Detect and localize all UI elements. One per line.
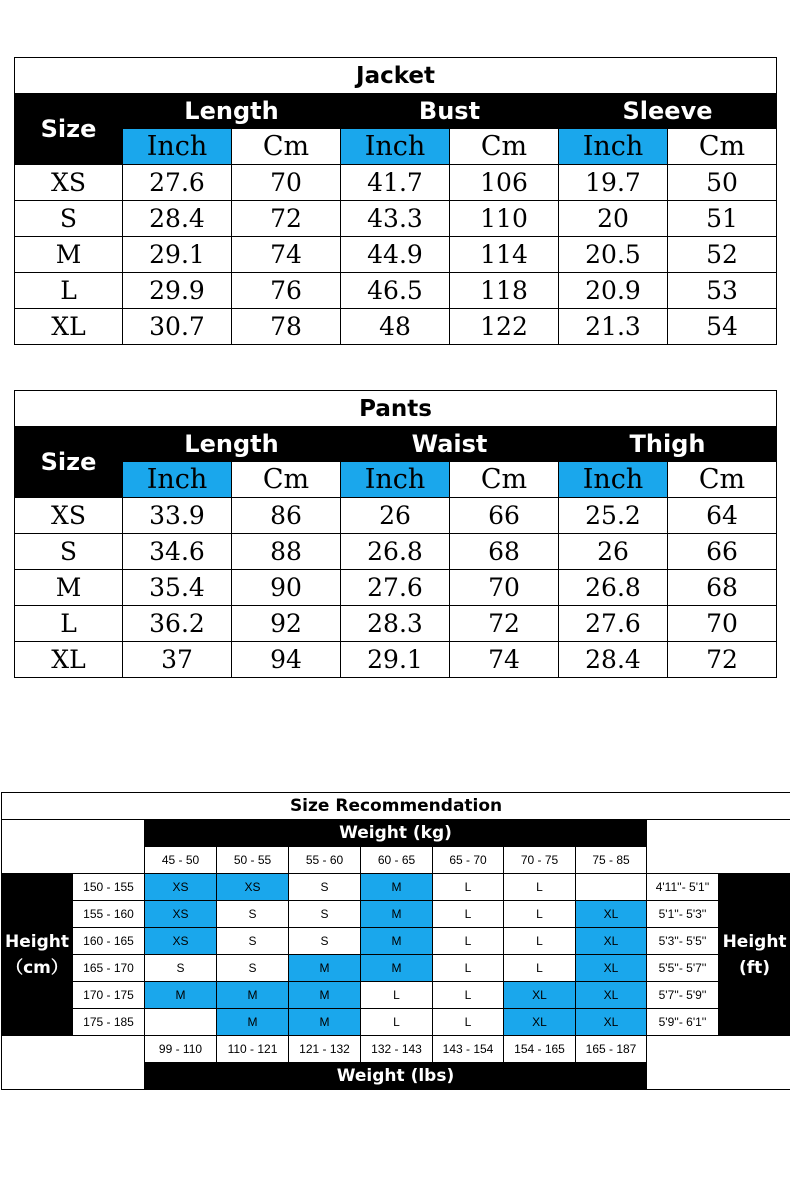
size-cell: XS — [145, 901, 217, 928]
value-cell: 28.4 — [559, 642, 668, 678]
blank-corner — [647, 820, 790, 874]
height-cm-cell: 165 - 170 — [73, 955, 145, 982]
pants-size-table — [14, 390, 777, 678]
value-cell: 33.9 — [123, 498, 232, 534]
table-row — [15, 606, 777, 642]
value-cell: 66 — [450, 498, 559, 534]
height-cm-cell: 175 - 185 — [73, 1009, 145, 1036]
table-row — [2, 901, 790, 928]
weight-kg-cell: 55 - 60 — [289, 847, 361, 874]
weight-lbs-cell: 132 - 143 — [361, 1036, 433, 1063]
size-cell: XL — [504, 982, 576, 1009]
table-row — [15, 273, 777, 309]
group-header-thigh: Thigh — [559, 427, 777, 462]
value-cell: 66 — [668, 534, 777, 570]
value-cell: 27.6 — [559, 606, 668, 642]
table-row — [15, 498, 777, 534]
size-cell: M — [15, 570, 123, 606]
size-cell: L — [433, 928, 504, 955]
weight-lbs-cell: 154 - 165 — [504, 1036, 576, 1063]
size-cell: L — [433, 874, 504, 901]
height-ft-cell: 5'5''- 5'7'' — [647, 955, 719, 982]
table-row — [2, 982, 790, 1009]
value-cell: 51 — [668, 201, 777, 237]
value-cell: 20.9 — [559, 273, 668, 309]
size-cell: S — [15, 534, 123, 570]
value-cell: 28.4 — [123, 201, 232, 237]
unit-cm: Cm — [668, 129, 777, 165]
value-cell: 68 — [668, 570, 777, 606]
size-cell: XS — [217, 874, 289, 901]
height-cm-label-line2: （cm） — [6, 957, 68, 978]
value-cell: 26.8 — [559, 570, 668, 606]
size-cell: L — [504, 928, 576, 955]
size-cell: L — [15, 606, 123, 642]
height-ft-cell: 4'11''- 5'1'' — [647, 874, 719, 901]
table-row — [2, 928, 790, 955]
size-cell: S — [289, 901, 361, 928]
size-cell: XL — [15, 309, 123, 345]
value-cell: 54 — [668, 309, 777, 345]
unit-cm: Cm — [450, 129, 559, 165]
value-cell: 29.1 — [123, 237, 232, 273]
weight-kg-cell: 60 - 65 — [361, 847, 433, 874]
unit-cm: Cm — [232, 462, 341, 498]
value-cell: 37 — [123, 642, 232, 678]
size-cell: L — [361, 1009, 433, 1036]
size-cell: XL — [576, 901, 647, 928]
value-cell: 70 — [450, 570, 559, 606]
weight-lbs-cell: 143 - 154 — [433, 1036, 504, 1063]
size-cell: S — [217, 901, 289, 928]
size-cell: M — [289, 1009, 361, 1036]
weight-kg-cell: 50 - 55 — [217, 847, 289, 874]
size-cell: L — [433, 901, 504, 928]
height-ft-label-line2: (ft) — [739, 957, 771, 978]
group-header-length: Length — [123, 94, 341, 129]
size-cell: L — [15, 273, 123, 309]
size-cell: M — [361, 901, 433, 928]
height-cm-cell: 155 - 160 — [73, 901, 145, 928]
value-cell: 29.1 — [341, 642, 450, 678]
size-cell: L — [504, 955, 576, 982]
value-cell: 118 — [450, 273, 559, 309]
size-cell — [145, 1009, 217, 1036]
size-cell — [576, 874, 647, 901]
value-cell: 53 — [668, 273, 777, 309]
blank-corner — [2, 1036, 145, 1090]
value-cell: 25.2 — [559, 498, 668, 534]
weight-kg-cell: 70 - 75 — [504, 847, 576, 874]
size-cell: S — [145, 955, 217, 982]
value-cell: 76 — [232, 273, 341, 309]
unit-inch: Inch — [341, 129, 450, 165]
value-cell: 70 — [668, 606, 777, 642]
size-cell: S — [289, 874, 361, 901]
weight-kg-cell: 65 - 70 — [433, 847, 504, 874]
unit-inch: Inch — [341, 462, 450, 498]
unit-inch: Inch — [559, 129, 668, 165]
height-cm-cell: 160 - 165 — [73, 928, 145, 955]
size-cell: L — [361, 982, 433, 1009]
size-cell: XL — [576, 1009, 647, 1036]
value-cell: 30.7 — [123, 309, 232, 345]
unit-cm: Cm — [232, 129, 341, 165]
size-cell: XS — [15, 165, 123, 201]
table-row — [15, 201, 777, 237]
group-header-length: Length — [123, 427, 341, 462]
blank-corner — [2, 820, 145, 874]
table-row — [15, 309, 777, 345]
value-cell: 114 — [450, 237, 559, 273]
size-cell: M — [361, 955, 433, 982]
size-cell: L — [433, 982, 504, 1009]
size-cell: L — [433, 1009, 504, 1036]
group-header-bust: Bust — [341, 94, 559, 129]
weight-lbs-cell: 110 - 121 — [217, 1036, 289, 1063]
value-cell: 90 — [232, 570, 341, 606]
value-cell: 28.3 — [341, 606, 450, 642]
size-cell: S — [217, 955, 289, 982]
size-cell: M — [217, 1009, 289, 1036]
jacket-size-table — [14, 57, 777, 345]
size-cell: XL — [576, 982, 647, 1009]
value-cell: 50 — [668, 165, 777, 201]
value-cell: 41.7 — [341, 165, 450, 201]
height-ft-label — [719, 874, 790, 1036]
height-cm-cell: 170 - 175 — [73, 982, 145, 1009]
value-cell: 43.3 — [341, 201, 450, 237]
value-cell: 29.9 — [123, 273, 232, 309]
value-cell: 74 — [232, 237, 341, 273]
unit-inch: Inch — [559, 462, 668, 498]
unit-cm: Cm — [668, 462, 777, 498]
table-row — [15, 237, 777, 273]
value-cell: 86 — [232, 498, 341, 534]
size-cell: XL — [15, 642, 123, 678]
value-cell: 44.9 — [341, 237, 450, 273]
value-cell: 52 — [668, 237, 777, 273]
unit-cm: Cm — [450, 462, 559, 498]
height-cm-cell: 150 - 155 — [73, 874, 145, 901]
value-cell: 88 — [232, 534, 341, 570]
height-ft-cell: 5'1''- 5'3'' — [647, 901, 719, 928]
value-cell: 35.4 — [123, 570, 232, 606]
height-ft-label-line1: Height — [722, 931, 787, 952]
size-cell: S — [15, 201, 123, 237]
value-cell: 20.5 — [559, 237, 668, 273]
group-header-waist: Waist — [341, 427, 559, 462]
recommendation-title: Size Recommendation — [2, 793, 790, 820]
size-cell: M — [361, 874, 433, 901]
table-row — [2, 1009, 790, 1036]
height-ft-cell: 5'7''- 5'9'' — [647, 982, 719, 1009]
table-row — [15, 165, 777, 201]
value-cell: 27.6 — [341, 570, 450, 606]
size-cell: L — [504, 874, 576, 901]
jacket-title: Jacket — [15, 58, 777, 94]
size-cell: XS — [145, 928, 217, 955]
value-cell: 20 — [559, 201, 668, 237]
size-cell: M — [217, 982, 289, 1009]
table-row — [15, 642, 777, 678]
size-recommendation-table — [1, 792, 790, 1090]
size-cell: M — [361, 928, 433, 955]
size-cell: XL — [576, 928, 647, 955]
table-row — [2, 955, 790, 982]
weight-kg-header: Weight (kg) — [145, 820, 647, 847]
value-cell: 122 — [450, 309, 559, 345]
blank-corner — [647, 1036, 790, 1090]
height-cm-label — [2, 874, 73, 1036]
height-ft-cell: 5'3''- 5'5'' — [647, 928, 719, 955]
value-cell: 48 — [341, 309, 450, 345]
size-cell: L — [433, 955, 504, 982]
size-cell: M — [289, 982, 361, 1009]
value-cell: 36.2 — [123, 606, 232, 642]
size-cell: L — [504, 901, 576, 928]
size-cell: M — [15, 237, 123, 273]
size-cell: XL — [504, 1009, 576, 1036]
value-cell: 72 — [232, 201, 341, 237]
group-header-sleeve: Sleeve — [559, 94, 777, 129]
table-row — [15, 570, 777, 606]
value-cell: 92 — [232, 606, 341, 642]
weight-lbs-cell: 121 - 132 — [289, 1036, 361, 1063]
value-cell: 78 — [232, 309, 341, 345]
height-cm-label-line1: Height — [5, 931, 69, 952]
height-ft-cell: 5'9''- 6'1'' — [647, 1009, 719, 1036]
value-cell: 21.3 — [559, 309, 668, 345]
table-row — [15, 534, 777, 570]
weight-lbs-header: Weight (lbs) — [145, 1063, 647, 1090]
value-cell: 72 — [450, 606, 559, 642]
value-cell: 27.6 — [123, 165, 232, 201]
size-cell: XS — [15, 498, 123, 534]
value-cell: 64 — [668, 498, 777, 534]
value-cell: 68 — [450, 534, 559, 570]
value-cell: 74 — [450, 642, 559, 678]
value-cell: 110 — [450, 201, 559, 237]
value-cell: 70 — [232, 165, 341, 201]
size-cell: XS — [145, 874, 217, 901]
size-header: Size — [15, 427, 123, 498]
table-row — [2, 874, 790, 901]
value-cell: 26.8 — [341, 534, 450, 570]
value-cell: 46.5 — [341, 273, 450, 309]
weight-lbs-cell: 99 - 110 — [145, 1036, 217, 1063]
weight-kg-cell: 75 - 85 — [576, 847, 647, 874]
size-cell: S — [289, 928, 361, 955]
unit-inch: Inch — [123, 129, 232, 165]
value-cell: 26 — [341, 498, 450, 534]
size-header: Size — [15, 94, 123, 165]
pants-title: Pants — [15, 391, 777, 427]
value-cell: 94 — [232, 642, 341, 678]
size-cell: M — [145, 982, 217, 1009]
weight-lbs-row — [2, 1036, 790, 1063]
weight-kg-cell: 45 - 50 — [145, 847, 217, 874]
value-cell: 106 — [450, 165, 559, 201]
value-cell: 72 — [668, 642, 777, 678]
value-cell: 19.7 — [559, 165, 668, 201]
size-cell: M — [289, 955, 361, 982]
weight-lbs-cell: 165 - 187 — [576, 1036, 647, 1063]
size-cell: XL — [576, 955, 647, 982]
size-cell: S — [217, 928, 289, 955]
unit-inch: Inch — [123, 462, 232, 498]
value-cell: 26 — [559, 534, 668, 570]
value-cell: 34.6 — [123, 534, 232, 570]
